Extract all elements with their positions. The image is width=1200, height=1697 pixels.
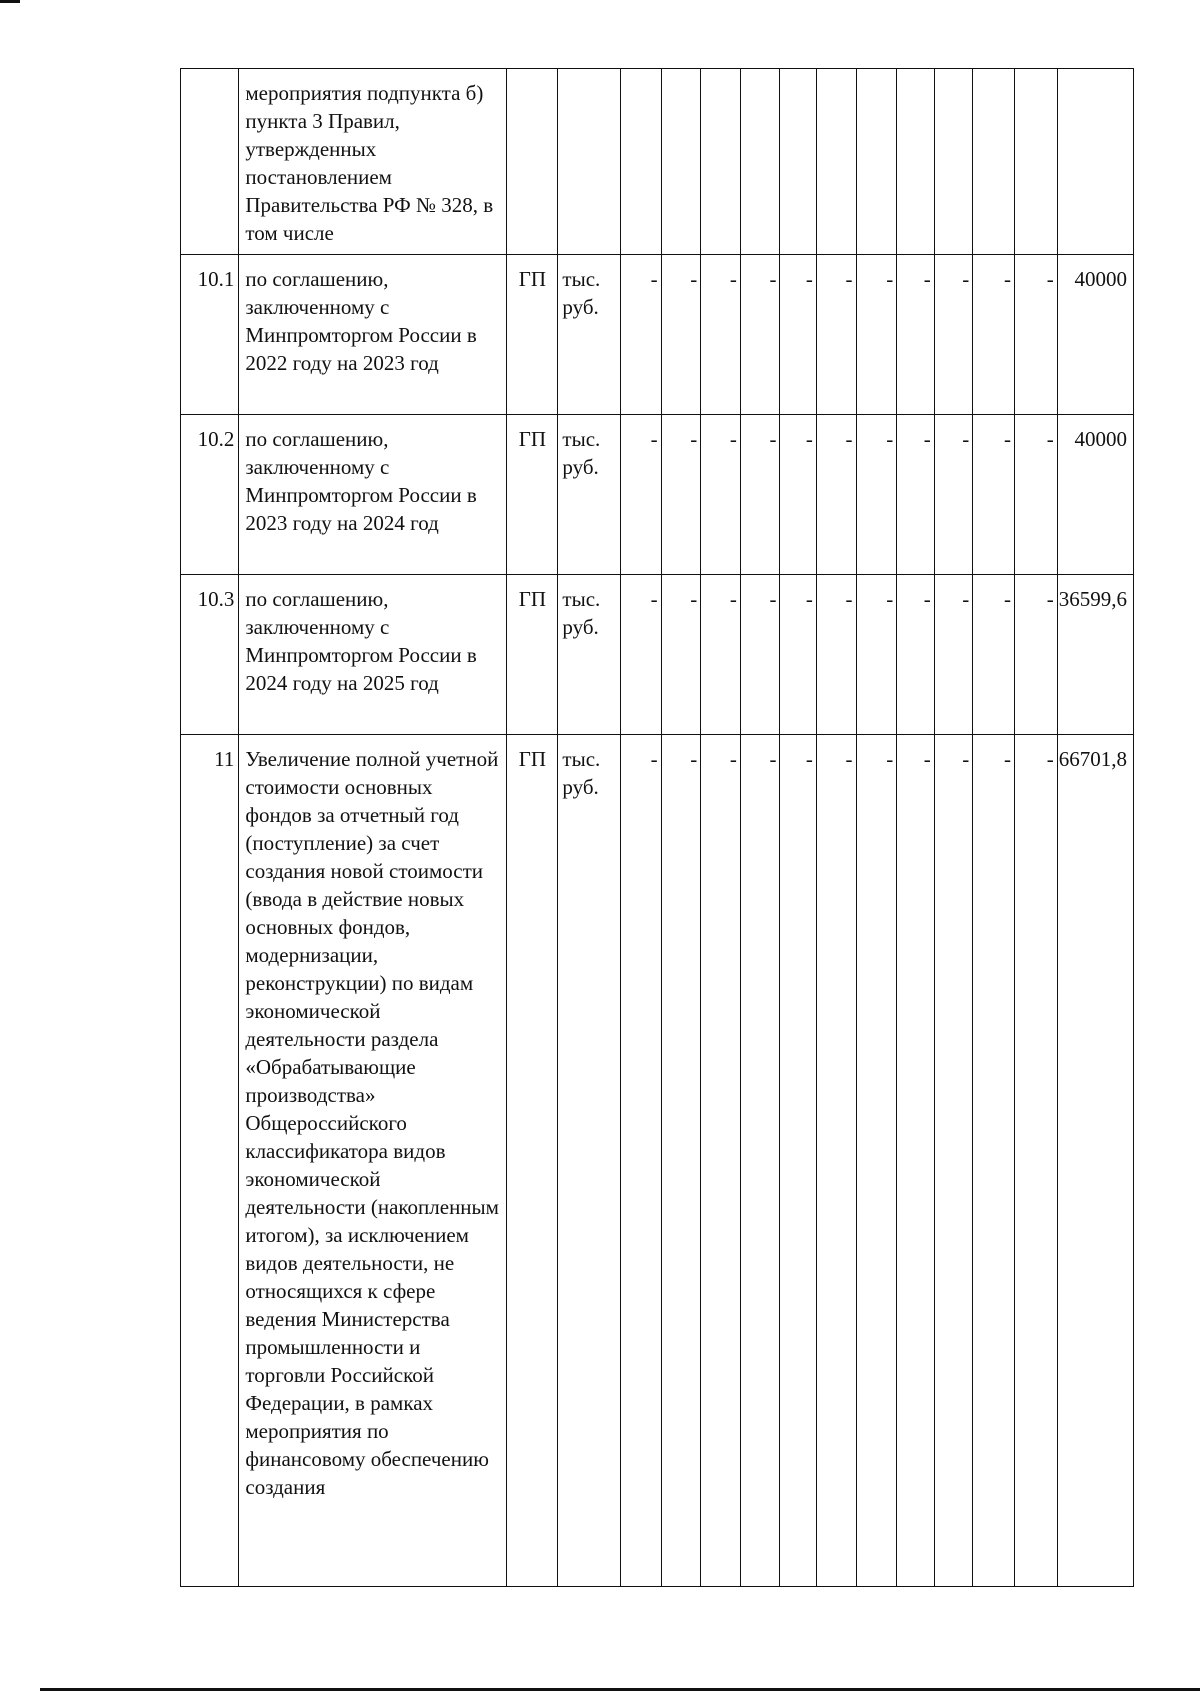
- table-row: [181, 255, 1134, 415]
- row-code: ГП: [507, 255, 558, 415]
- row-code: ГП: [507, 575, 558, 735]
- row-value-cell: -: [780, 575, 816, 735]
- table-row: [181, 575, 1134, 735]
- row-total: [1057, 69, 1133, 255]
- row-value-cell: -: [856, 255, 897, 415]
- row-value-cell: -: [816, 255, 856, 415]
- row-code: ГП: [507, 415, 558, 575]
- row-unit: тыс. руб.: [558, 255, 621, 415]
- table-row: [181, 735, 1134, 1587]
- table-row: [181, 415, 1134, 575]
- row-value-cell: -: [740, 415, 780, 575]
- row-value-cell: -: [816, 575, 856, 735]
- row-value-cell: -: [934, 415, 973, 575]
- row-value-cell: -: [620, 415, 661, 575]
- row-value-cell: -: [701, 255, 741, 415]
- row-unit: тыс. руб.: [558, 415, 621, 575]
- row-description: по соглашению, заключенному с Минпромторгом России в 2024 году на 2025 год: [239, 575, 507, 735]
- row-unit: [558, 69, 621, 255]
- row-value-cell: -: [1015, 575, 1058, 735]
- row-total: 40000: [1057, 415, 1133, 575]
- row-value-cell: -: [973, 735, 1015, 1587]
- row-value-cell: -: [897, 575, 935, 735]
- row-total: 66701,8: [1057, 735, 1133, 1587]
- row-code: ГП: [507, 735, 558, 1587]
- row-value-cell: -: [661, 735, 701, 1587]
- row-unit: тыс. руб.: [558, 735, 621, 1587]
- row-value-cell: -: [661, 255, 701, 415]
- row-value-cell: -: [856, 415, 897, 575]
- row-value-cell: -: [973, 415, 1015, 575]
- table-body: [181, 69, 1134, 1587]
- row-number: [181, 69, 239, 255]
- row-total: 36599,6: [1057, 575, 1133, 735]
- row-value-cell: -: [780, 415, 816, 575]
- row-value-cell: -: [701, 735, 741, 1587]
- row-value-cell: [856, 69, 897, 255]
- row-value-cell: [973, 69, 1015, 255]
- row-description: мероприятия подпункта б) пункта 3 Правил, утвержденных постановлением Правительства РФ № 328, в том числе: [239, 69, 507, 255]
- row-value-cell: [1015, 69, 1058, 255]
- row-value-cell: -: [934, 575, 973, 735]
- row-unit: тыс. руб.: [558, 575, 621, 735]
- row-value-cell: -: [973, 575, 1015, 735]
- row-value-cell: -: [740, 735, 780, 1587]
- row-value-cell: -: [661, 415, 701, 575]
- corner-mark: [0, 0, 20, 3]
- row-value-cell: -: [1015, 255, 1058, 415]
- row-total: 40000: [1057, 255, 1133, 415]
- row-value-cell: -: [701, 415, 741, 575]
- row-number: 11: [181, 735, 239, 1587]
- row-value-cell: [661, 69, 701, 255]
- row-value-cell: [897, 69, 935, 255]
- row-value-cell: -: [740, 575, 780, 735]
- row-value-cell: -: [973, 255, 1015, 415]
- row-description: Увеличение полной учетной стоимости основных фондов за отчетный год (поступление) за счет создания новой стоимости (ввода в действие новых основных фондов, модернизации, реконструкции) по видам экономической деятельности раздела «Обрабатывающие производства» Общероссийского классификатора видов экономической деятельности (накопленным итогом), за исключением видов деятельности, не относящихся к сфере ведения Министерства промышленности и торговли Российской Федерации, в рамках мероприятия по финансовому обеспечению создания: [239, 735, 507, 1587]
- row-value-cell: -: [897, 735, 935, 1587]
- row-value-cell: -: [856, 735, 897, 1587]
- row-number: 10.1: [181, 255, 239, 415]
- row-value-cell: [780, 69, 816, 255]
- row-value-cell: -: [701, 575, 741, 735]
- row-value-cell: -: [740, 255, 780, 415]
- row-value-cell: [620, 69, 661, 255]
- row-value-cell: -: [856, 575, 897, 735]
- row-number: 10.3: [181, 575, 239, 735]
- table-row: [181, 69, 1134, 255]
- row-number: 10.2: [181, 415, 239, 575]
- row-value-cell: -: [1015, 415, 1058, 575]
- bottom-rule: [40, 1688, 1200, 1691]
- row-value-cell: -: [1015, 735, 1058, 1587]
- row-value-cell: -: [897, 415, 935, 575]
- row-value-cell: -: [620, 735, 661, 1587]
- row-value-cell: -: [780, 735, 816, 1587]
- row-value-cell: -: [897, 255, 935, 415]
- row-value-cell: [934, 69, 973, 255]
- row-description: по соглашению, заключенному с Минпромторгом России в 2022 году на 2023 год: [239, 255, 507, 415]
- row-value-cell: -: [780, 255, 816, 415]
- row-code: [507, 69, 558, 255]
- indicator-table: [180, 68, 1134, 1587]
- row-value-cell: -: [816, 415, 856, 575]
- row-value-cell: [701, 69, 741, 255]
- row-value-cell: -: [620, 575, 661, 735]
- row-description: по соглашению, заключенному с Минпромторгом России в 2023 году на 2024 год: [239, 415, 507, 575]
- row-value-cell: [816, 69, 856, 255]
- row-value-cell: -: [661, 575, 701, 735]
- row-value-cell: -: [816, 735, 856, 1587]
- row-value-cell: -: [934, 255, 973, 415]
- row-value-cell: -: [620, 255, 661, 415]
- row-value-cell: -: [934, 735, 973, 1587]
- row-value-cell: [740, 69, 780, 255]
